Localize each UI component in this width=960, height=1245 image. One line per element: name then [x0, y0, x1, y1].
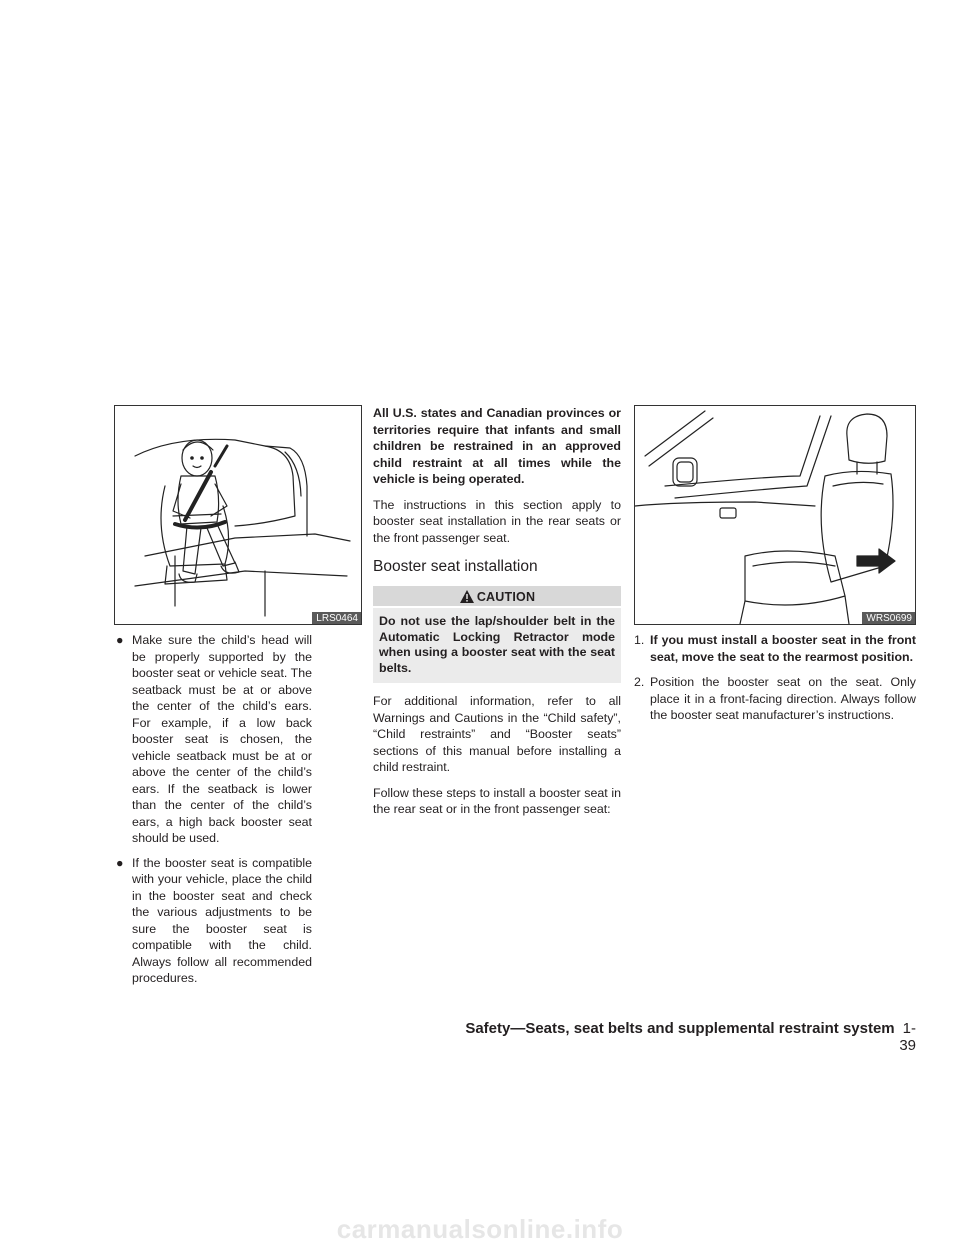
front-seat-illustration	[635, 406, 915, 624]
figure-code: WRS0699	[862, 612, 915, 624]
warning-icon	[459, 589, 475, 604]
child-booster-illustration	[115, 406, 361, 624]
page-footer	[456, 1020, 916, 1054]
figure-child-booster-seat	[114, 405, 362, 625]
footer-section-title: Safety—Seats, seat belts and supplemental restraint system	[465, 1020, 895, 1037]
step-text: If you must install a booster seat in the front seat, move the seat to the rearmost position.	[650, 633, 916, 664]
bullet-item	[114, 632, 312, 847]
step-text: Position the booster seat on the seat. Only place it in a front-facing direction. Always follow the booster seat manufacturer’s instructions.	[650, 675, 916, 722]
column-3	[634, 405, 916, 733]
caution-box	[373, 586, 621, 683]
column-2	[373, 405, 621, 818]
step-number: 1.	[634, 633, 645, 647]
bullet-item	[114, 855, 312, 987]
page-number: 1-39	[899, 1020, 916, 1054]
figure-code: LRS0464	[312, 612, 361, 624]
section-heading: Booster seat installation	[373, 558, 538, 575]
caution-text: Do not use the lap/shoulder belt in the Automatic Locking Retractor mode when using a booster seat with the seat belts.	[373, 608, 621, 683]
intro-paragraph: The instructions in this section apply to booster seat installation in the rear seats or the front passenger seat.	[373, 497, 621, 545]
step-item	[634, 632, 916, 665]
paragraph: Follow these steps to install a booster seat in the rear seat or in the front passenger seat:	[373, 785, 621, 816]
step-number: 2.	[634, 675, 645, 689]
column-1	[114, 405, 358, 995]
paragraph: For additional information, refer to all Warnings and Cautions in the “Child safety”, “Child restraints” and “Booster seats” sections of this manual before installing a child restraint.	[373, 694, 621, 774]
watermark: carmanualsonline.info	[336, 1214, 624, 1244]
step-item	[634, 674, 916, 724]
figure-front-seat	[634, 405, 916, 625]
intro-bold-paragraph: All U.S. states and Canadian provinces or territories require that infants and small children be restrained in an approved child restraint at all times while the vehicle is being operated.	[373, 406, 621, 486]
bullet-text: Make sure the child’s head will be properly supported by the booster seat or vehicle seat. The seatback must be at or above the center of the child’s ears. For example, if a low back booster seat is chosen, the vehicle seatback must be at or above the center of the child’s ears. If the seatback is lower than the center of the child’s ears, a high back booster seat should be used.	[132, 633, 312, 845]
caution-header	[373, 586, 621, 606]
bullet-text: If the booster seat is compatible with your vehicle, place the child in the booster seat and check the various adjustments to be sure the booster seat is compatible with the child. Always follow all recommended procedures.	[132, 855, 312, 985]
caution-label: CAUTION	[476, 590, 536, 604]
bullet-dot: ●	[116, 855, 124, 870]
bullet-dot: ●	[116, 633, 124, 647]
